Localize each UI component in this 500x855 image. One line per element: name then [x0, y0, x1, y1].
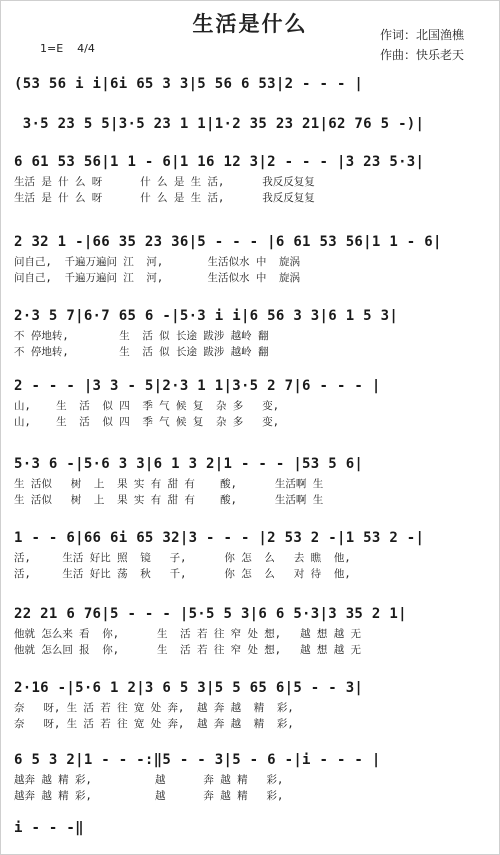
lyric-verse-1: 问自己, 千遍万遍问 江 河, 生活似水 中 旋涡 [14, 256, 300, 268]
notation-line: 6 61 53 56|1 1 - 6|1 16 12 3|2 - - - |3 23 5·3| [14, 154, 425, 170]
notation-line: i - - -‖ [14, 820, 84, 836]
composer-credit: 作曲：快乐老天 [380, 48, 465, 62]
lyric-verse-1: 活, 生活 好比 照 镜 子, 你 怎 么 去 瞧 他, [14, 552, 351, 564]
score-system-2 [14, 112, 488, 136]
score-system-10 [14, 676, 488, 732]
lyric-verse-1: 生活 是 什 么 呀 什 么 是 生 活, 我反反复复 [14, 176, 315, 188]
score-system-12 [14, 816, 488, 840]
lyric-verse-2: 山, 生 活 似 四 季 气 候 复 杂 多 变, [14, 416, 280, 428]
score-system-8 [14, 526, 488, 582]
score-system-3 [14, 150, 488, 206]
notation-line: 3·5 23 5 5|3·5 23 1 1|1·2 35 23 21|62 76 5 -)| [14, 116, 425, 132]
lyric-verse-1: 不 停地转, 生 活 似 长途 跋涉 越岭 翻 [14, 330, 269, 342]
lyric-verse-2: 他就 怎么回 报 你, 生 活 若 往 窄 处 想, 越 想 越 无 [14, 644, 362, 656]
notation-line: 6 5 3 2|1 - - -:‖5 - - 3|5 - 6 -|i - - - | [14, 752, 381, 768]
score-system-5 [14, 304, 488, 360]
lyric-verse-2: 奈 呀, 生 活 若 往 宽 处 奔, 越 奔 越 精 彩, [14, 718, 294, 730]
notation-line: 22 21 6 76|5 - - - |5·5 5 3|6 6 5·3|3 35 2 1| [14, 606, 407, 622]
lyricist-credit: 作词：北国渔樵 [380, 28, 465, 42]
score-system-1 [14, 72, 488, 96]
score-system-6 [14, 374, 488, 430]
notation-line: 2 - - - |3 3 - 5|2·3 1 1|3·5 2 7|6 - - - | [14, 378, 381, 394]
lyric-verse-1: 山, 生 活 似 四 季 气 候 复 杂 多 变, [14, 400, 280, 412]
lyric-verse-2: 越奔 越 精 彩, 越 奔 越 精 彩, [14, 790, 284, 802]
notation-line: 5·3 6 -|5·6 3 3|6 1 3 2|1 - - - |53 5 6| [14, 456, 364, 472]
notation-line: 2 32 1 -|66 35 23 36|5 - - - |6 61 53 56|1 1 - 6| [14, 234, 442, 250]
lyric-verse-1: 生 活似 树 上 果 实 有 甜 有 酸, 生活啊 生 [14, 478, 324, 490]
lyric-verse-1: 越奔 越 精 彩, 越 奔 越 精 彩, [14, 774, 284, 786]
notation-line: 2·3 5 7|6·7 65 6 -|5·3 i i|6 56 3 3|6 1 5 3| [14, 308, 399, 324]
score-system-9 [14, 602, 488, 658]
key-signature: 1=E [40, 42, 64, 55]
notation-line: 1 - - 6|66 6i 65 32|3 - - - |2 53 2 -|1 53 2 -| [14, 530, 425, 546]
notation-line: (53 56 i i|6i 65 3 3|5 56 6 53|2 - - - | [14, 76, 364, 92]
lyric-verse-2: 生 活似 树 上 果 实 有 甜 有 酸, 生活啊 生 [14, 494, 324, 506]
lyric-verse-2: 生活 是 什 么 呀 什 么 是 生 活, 我反反复复 [14, 192, 315, 204]
score-system-4 [14, 230, 488, 286]
score-system-11 [14, 748, 488, 804]
lyric-verse-2: 问自己, 千遍万遍问 江 河, 生活似水 中 旋涡 [14, 272, 300, 284]
lyric-verse-2: 活, 生活 好比 荡 秋 千, 你 怎 么 对 待 他, [14, 568, 351, 580]
key-time-signature [40, 42, 95, 55]
notation-line: 2·16 -|5·6 1 2|3 6 5 3|5 5 65 6|5 - - 3| [14, 680, 364, 696]
lyric-verse-1: 他就 怎么来 看 你, 生 活 若 往 窄 处 想, 越 想 越 无 [14, 628, 362, 640]
time-signature: 4/4 [77, 42, 95, 55]
lyric-verse-2: 不 停地转, 生 活 似 长途 跋涉 越岭 翻 [14, 346, 269, 358]
song-title: 生活是什么 [192, 12, 308, 36]
score-system-7 [14, 452, 488, 508]
lyric-verse-1: 奈 呀, 生 活 若 往 宽 处 奔, 越 奔 越 精 彩, [14, 702, 294, 714]
